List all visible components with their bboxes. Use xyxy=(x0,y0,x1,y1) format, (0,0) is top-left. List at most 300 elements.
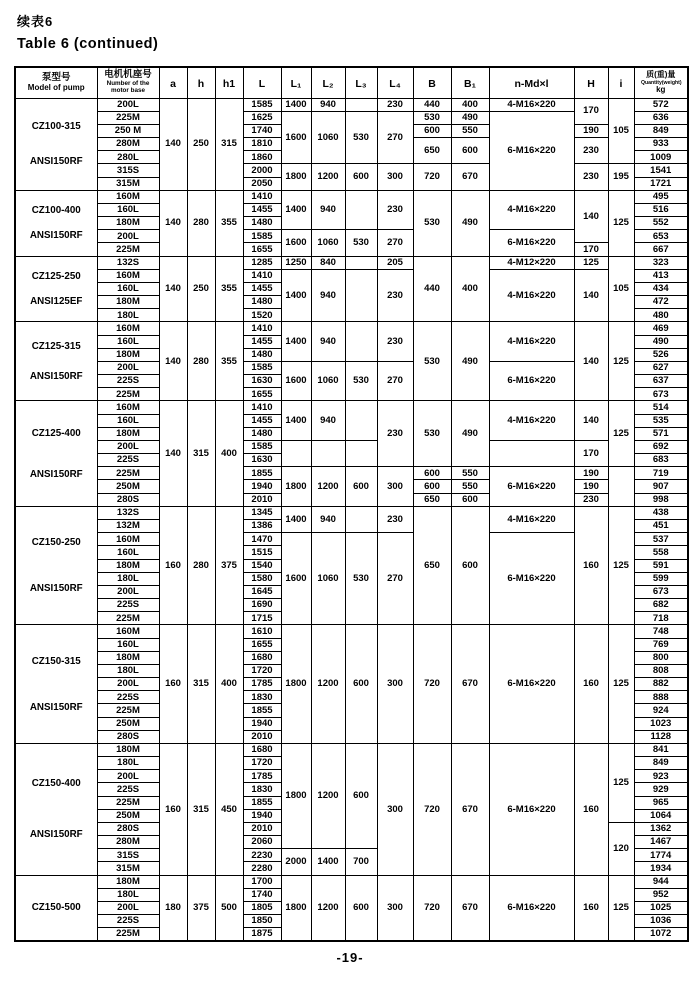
flange-standard-label: ANSI150RF xyxy=(29,230,83,242)
motor-base: 180M xyxy=(97,427,159,440)
dim-L: 1855 xyxy=(243,467,281,480)
motor-base: 160M xyxy=(97,190,159,203)
motor-base: 200L xyxy=(97,901,159,914)
weight-kg: 800 xyxy=(634,651,688,664)
dim-L3: 530 xyxy=(345,111,377,164)
weight-kg: 924 xyxy=(634,704,688,717)
weight-kg: 888 xyxy=(634,691,688,704)
dim-L3 xyxy=(345,98,377,111)
table-body xyxy=(15,98,688,941)
header-bolt-spec: n-Md×l xyxy=(489,67,574,98)
dim-h: 280 xyxy=(187,506,215,625)
weight-kg: 808 xyxy=(634,664,688,677)
motor-base: 225M xyxy=(97,467,159,480)
weight-kg: 571 xyxy=(634,427,688,440)
dim-L: 1630 xyxy=(243,454,281,467)
dim-L3: 600 xyxy=(345,467,377,507)
dim-H: 190 xyxy=(574,124,608,137)
motor-base: 225M xyxy=(97,928,159,941)
weight-kg: 552 xyxy=(634,217,688,230)
dim-L1: 1800 xyxy=(281,625,311,744)
dim-L2: 1200 xyxy=(311,625,345,744)
dim-L1: 1600 xyxy=(281,361,311,401)
dim-B1: 670 xyxy=(451,875,489,941)
model-cell xyxy=(15,401,97,506)
dim-B1: 400 xyxy=(451,98,489,111)
dim-L1: 1800 xyxy=(281,467,311,507)
dim-B1: 490 xyxy=(451,401,489,467)
dim-H: 230 xyxy=(574,138,608,164)
motor-base: 225S xyxy=(97,454,159,467)
table-row xyxy=(15,269,688,282)
dim-L: 1655 xyxy=(243,388,281,401)
weight-kg: 591 xyxy=(634,559,688,572)
dim-L: 1410 xyxy=(243,269,281,282)
model-cell xyxy=(15,625,97,744)
weight-kg: 923 xyxy=(634,770,688,783)
header-dim-a: a xyxy=(159,67,187,98)
weight-kg: 667 xyxy=(634,243,688,256)
motor-base: 132M xyxy=(97,520,159,533)
table-row xyxy=(15,98,688,111)
dim-B: 600 xyxy=(413,124,451,137)
header-dim-i: i xyxy=(608,67,634,98)
table-row xyxy=(15,401,688,414)
dim-L2: 1200 xyxy=(311,467,345,507)
dim-L: 1520 xyxy=(243,309,281,322)
dim-L: 1285 xyxy=(243,256,281,269)
model-cell xyxy=(15,256,97,322)
dim-L: 2010 xyxy=(243,493,281,506)
weight-kg: 1025 xyxy=(634,901,688,914)
dim-i: 125 xyxy=(608,625,634,744)
model-cell xyxy=(15,98,97,190)
dim-L1: 1250 xyxy=(281,256,311,269)
motor-base: 132S xyxy=(97,506,159,519)
weight-kg: 1541 xyxy=(634,164,688,177)
dim-h1: 355 xyxy=(215,256,243,322)
bolt-spec: 6-M16×220 xyxy=(489,875,574,941)
dim-L: 1455 xyxy=(243,335,281,348)
flange-standard-label: ANSI150RF xyxy=(29,156,83,168)
title-block xyxy=(17,11,158,52)
table-row xyxy=(15,467,688,480)
motor-base: 280S xyxy=(97,730,159,743)
header-dim-H: H xyxy=(574,67,608,98)
dim-h1: 400 xyxy=(215,625,243,744)
dim-L3 xyxy=(345,269,377,322)
dim-L3: 600 xyxy=(345,743,377,848)
dim-L2: 1400 xyxy=(311,849,345,875)
motor-base: 160L xyxy=(97,414,159,427)
dim-L2: 1060 xyxy=(311,230,345,256)
table-title-en: Table 6 (continued) xyxy=(17,36,159,52)
dim-L: 1860 xyxy=(243,151,281,164)
dim-h: 375 xyxy=(187,875,215,941)
motor-base: 225M xyxy=(97,388,159,401)
dim-i: 195 xyxy=(608,164,634,190)
motor-base: 180M xyxy=(97,743,159,756)
dim-L: 1810 xyxy=(243,138,281,151)
weight-kg: 495 xyxy=(634,190,688,203)
dim-h: 315 xyxy=(187,401,215,506)
weight-kg: 933 xyxy=(634,138,688,151)
weight-kg: 537 xyxy=(634,533,688,546)
dim-H: 160 xyxy=(574,625,608,744)
flange-standard-label: ANSI150RF xyxy=(29,701,83,713)
motor-base: 225S xyxy=(97,375,159,388)
dim-L1: 1800 xyxy=(281,875,311,941)
dim-L3: 530 xyxy=(345,230,377,256)
dim-L2: 1200 xyxy=(311,875,345,941)
table-row xyxy=(15,506,688,519)
dim-i: 120 xyxy=(608,822,634,875)
dim-L: 2050 xyxy=(243,177,281,190)
bolt-spec: 4-M16×220 xyxy=(489,98,574,111)
dim-L: 2010 xyxy=(243,822,281,835)
weight-kg: 1467 xyxy=(634,836,688,849)
dim-B: 600 xyxy=(413,467,451,480)
weight-kg: 673 xyxy=(634,585,688,598)
weight-kg: 438 xyxy=(634,506,688,519)
dim-L1: 1600 xyxy=(281,111,311,164)
motor-base: 225M xyxy=(97,796,159,809)
dim-L4: 300 xyxy=(377,875,413,941)
motor-base: 225S xyxy=(97,915,159,928)
dim-L1: 2000 xyxy=(281,849,311,875)
bolt-spec: 6-M16×220 xyxy=(489,533,574,625)
motor-base: 160L xyxy=(97,282,159,295)
header-motor-en1: Number of the xyxy=(106,80,150,88)
dim-L: 1740 xyxy=(243,124,281,137)
weight-kg: 965 xyxy=(634,796,688,809)
model-of-pump-label: CZ100-315 xyxy=(31,120,81,132)
dim-B1: 600 xyxy=(451,138,489,164)
dim-i: 125 xyxy=(608,743,634,822)
dim-L4: 230 xyxy=(377,190,413,230)
dim-L: 1515 xyxy=(243,546,281,559)
dim-L: 1655 xyxy=(243,243,281,256)
dim-B1: 550 xyxy=(451,467,489,480)
dim-H: 190 xyxy=(574,467,608,480)
dim-h: 280 xyxy=(187,190,215,256)
dim-L3 xyxy=(345,256,377,269)
dim-L2: 840 xyxy=(311,256,345,269)
bolt-spec: 6-M16×220 xyxy=(489,743,574,875)
dim-L: 1410 xyxy=(243,401,281,414)
motor-base: 280M xyxy=(97,138,159,151)
dim-L4: 300 xyxy=(377,625,413,744)
dim-B: 440 xyxy=(413,98,451,111)
motor-base: 225M xyxy=(97,111,159,124)
motor-base: 180M xyxy=(97,651,159,664)
table-title-zh: 续表6 xyxy=(17,14,54,29)
dim-a: 160 xyxy=(159,625,187,744)
motor-base: 160M xyxy=(97,625,159,638)
motor-base: 160L xyxy=(97,203,159,216)
motor-base: 250 M xyxy=(97,124,159,137)
weight-kg: 944 xyxy=(634,875,688,888)
bolt-spec xyxy=(489,440,574,466)
header-dim-L4: L₄ xyxy=(377,67,413,98)
dim-L: 1740 xyxy=(243,888,281,901)
model-of-pump-label: CZ150-400 xyxy=(31,778,81,790)
weight-kg: 558 xyxy=(634,546,688,559)
dim-L1: 1400 xyxy=(281,506,311,532)
header-row xyxy=(15,67,688,98)
dim-L1 xyxy=(281,440,311,466)
pump-spec-table xyxy=(14,66,689,942)
dim-L1: 1400 xyxy=(281,98,311,111)
header-model-zh: 泵型号 xyxy=(41,71,71,83)
dim-L: 1680 xyxy=(243,651,281,664)
dim-H: 140 xyxy=(574,269,608,322)
dim-H: 160 xyxy=(574,506,608,625)
dim-h: 250 xyxy=(187,256,215,322)
dim-a: 140 xyxy=(159,256,187,322)
bolt-spec: 4-M12×220 xyxy=(489,256,574,269)
dim-i: 105 xyxy=(608,98,634,164)
flange-standard-label: ANSI150RF xyxy=(29,371,83,383)
motor-base: 280L xyxy=(97,151,159,164)
dim-L: 1585 xyxy=(243,440,281,453)
weight-kg: 718 xyxy=(634,612,688,625)
weight-kg: 673 xyxy=(634,388,688,401)
weight-kg: 1064 xyxy=(634,809,688,822)
weight-kg: 627 xyxy=(634,361,688,374)
model-of-pump-label: CZ125-400 xyxy=(31,427,81,439)
dim-h1: 450 xyxy=(215,743,243,875)
weight-kg: 1721 xyxy=(634,177,688,190)
dim-B: 530 xyxy=(413,322,451,401)
header-model xyxy=(15,67,97,98)
table-row xyxy=(15,875,688,888)
bolt-spec: 6-M16×220 xyxy=(489,625,574,744)
dim-h1: 355 xyxy=(215,322,243,401)
header-weight-zh: 质(重)量 xyxy=(646,69,676,79)
dim-L3 xyxy=(345,401,377,441)
model-cell xyxy=(15,875,97,941)
dim-H: 230 xyxy=(574,164,608,190)
weight-kg: 952 xyxy=(634,888,688,901)
dim-H: 230 xyxy=(574,493,608,506)
motor-base: 315M xyxy=(97,862,159,875)
dim-L4: 205 xyxy=(377,256,413,269)
dim-L4: 230 xyxy=(377,322,413,362)
dim-L: 1645 xyxy=(243,585,281,598)
dim-L: 1455 xyxy=(243,203,281,216)
dim-h: 280 xyxy=(187,322,215,401)
motor-base: 250M xyxy=(97,480,159,493)
dim-L3 xyxy=(345,190,377,230)
dim-L4: 230 xyxy=(377,401,413,467)
motor-base: 315S xyxy=(97,849,159,862)
dim-B1: 400 xyxy=(451,256,489,322)
weight-kg: 490 xyxy=(634,335,688,348)
header-dim-L3: L₃ xyxy=(345,67,377,98)
dim-L4: 300 xyxy=(377,164,413,190)
dim-B: 530 xyxy=(413,401,451,467)
dim-h: 315 xyxy=(187,625,215,744)
dim-L: 1470 xyxy=(243,533,281,546)
weight-kg: 1128 xyxy=(634,730,688,743)
dim-L: 1410 xyxy=(243,190,281,203)
dim-H: 160 xyxy=(574,743,608,875)
motor-base: 200L xyxy=(97,770,159,783)
motor-base: 160M xyxy=(97,533,159,546)
dim-i: 125 xyxy=(608,401,634,467)
table-row xyxy=(15,743,688,756)
motor-base: 225S xyxy=(97,599,159,612)
model-of-pump-label: CZ125-250 xyxy=(31,270,81,282)
dim-H: 170 xyxy=(574,243,608,256)
model-of-pump-label: CZ150-315 xyxy=(31,655,81,667)
motor-base: 180M xyxy=(97,875,159,888)
table-row xyxy=(15,625,688,638)
weight-kg: 692 xyxy=(634,440,688,453)
weight-kg: 682 xyxy=(634,599,688,612)
motor-base: 180L xyxy=(97,664,159,677)
dim-B1: 490 xyxy=(451,322,489,401)
dim-L2: 940 xyxy=(311,322,345,362)
dim-B1: 550 xyxy=(451,480,489,493)
dim-L2: 1200 xyxy=(311,164,345,190)
weight-kg: 1072 xyxy=(634,928,688,941)
motor-base: 250M xyxy=(97,717,159,730)
dim-L: 1410 xyxy=(243,322,281,335)
dim-L: 2010 xyxy=(243,730,281,743)
dim-L2: 1060 xyxy=(311,111,345,164)
dim-L: 1625 xyxy=(243,111,281,124)
table-header xyxy=(15,67,688,98)
dim-L: 2280 xyxy=(243,862,281,875)
dim-L: 1850 xyxy=(243,915,281,928)
dim-L: 1680 xyxy=(243,743,281,756)
header-motor-en2: motor base xyxy=(111,87,145,95)
weight-kg: 469 xyxy=(634,322,688,335)
dim-h1: 500 xyxy=(215,875,243,941)
dim-L: 2060 xyxy=(243,836,281,849)
table-row xyxy=(15,440,688,453)
dim-a: 140 xyxy=(159,98,187,190)
header-weight-en: Quantity(weight) xyxy=(640,79,682,86)
dim-a: 140 xyxy=(159,322,187,401)
dim-L2: 940 xyxy=(311,401,345,441)
dim-L: 1720 xyxy=(243,757,281,770)
motor-base: 160L xyxy=(97,335,159,348)
weight-kg: 1362 xyxy=(634,822,688,835)
weight-kg: 929 xyxy=(634,783,688,796)
dim-L4: 230 xyxy=(377,269,413,322)
motor-base: 225S xyxy=(97,783,159,796)
dim-L: 1480 xyxy=(243,217,281,230)
dim-B: 530 xyxy=(413,190,451,256)
table-row xyxy=(15,256,688,269)
dim-L3 xyxy=(345,322,377,362)
header-weight-unit: kg xyxy=(656,84,666,94)
dim-L3: 530 xyxy=(345,533,377,625)
bolt-spec: 6-M16×220 xyxy=(489,361,574,401)
dim-L: 1830 xyxy=(243,783,281,796)
dim-L: 1610 xyxy=(243,625,281,638)
motor-base: 180M xyxy=(97,296,159,309)
weight-kg: 769 xyxy=(634,638,688,651)
dim-L: 1855 xyxy=(243,796,281,809)
dim-L3 xyxy=(345,506,377,532)
motor-base: 200L xyxy=(97,678,159,691)
motor-base: 180M xyxy=(97,217,159,230)
dim-B1: 490 xyxy=(451,190,489,256)
dim-L4: 270 xyxy=(377,111,413,164)
dim-h1: 315 xyxy=(215,98,243,190)
dim-a: 160 xyxy=(159,743,187,875)
motor-base: 225M xyxy=(97,704,159,717)
dim-B1: 670 xyxy=(451,164,489,190)
weight-kg: 514 xyxy=(634,401,688,414)
dim-i: 125 xyxy=(608,506,634,625)
dim-i xyxy=(608,467,634,507)
motor-base: 280S xyxy=(97,822,159,835)
weight-kg: 998 xyxy=(634,493,688,506)
dim-h1: 355 xyxy=(215,190,243,256)
dim-L3: 700 xyxy=(345,849,377,875)
weight-kg: 636 xyxy=(634,111,688,124)
page-number: -19- xyxy=(336,950,364,965)
header-weight xyxy=(634,67,688,98)
motor-base: 160L xyxy=(97,546,159,559)
dim-L: 1785 xyxy=(243,770,281,783)
weight-kg: 323 xyxy=(634,256,688,269)
model-of-pump-label: CZ150-250 xyxy=(31,537,81,549)
motor-base: 315M xyxy=(97,177,159,190)
motor-base: 315S xyxy=(97,164,159,177)
motor-base: 160M xyxy=(97,322,159,335)
dim-L: 1720 xyxy=(243,664,281,677)
dim-L2: 1060 xyxy=(311,361,345,401)
dim-B1: 670 xyxy=(451,743,489,875)
weight-kg: 480 xyxy=(634,309,688,322)
dim-L4: 270 xyxy=(377,230,413,256)
dim-L: 1345 xyxy=(243,506,281,519)
dim-L1: 1800 xyxy=(281,743,311,848)
dim-L1: 1800 xyxy=(281,164,311,190)
model-cell xyxy=(15,322,97,401)
header-motor-zh: 电机机座号 xyxy=(104,69,152,81)
motor-base: 180L xyxy=(97,572,159,585)
motor-base: 280M xyxy=(97,836,159,849)
header-motor-base xyxy=(97,67,159,98)
motor-base: 225S xyxy=(97,691,159,704)
dim-B: 650 xyxy=(413,506,451,625)
motor-base: 160M xyxy=(97,401,159,414)
dim-L: 1585 xyxy=(243,361,281,374)
dim-i: 125 xyxy=(608,322,634,401)
dim-L: 2230 xyxy=(243,849,281,862)
weight-kg: 1934 xyxy=(634,862,688,875)
motor-base: 180M xyxy=(97,348,159,361)
motor-base: 180L xyxy=(97,888,159,901)
table-row xyxy=(15,190,688,203)
motor-base: 160M xyxy=(97,269,159,282)
dim-L: 1585 xyxy=(243,98,281,111)
weight-kg: 434 xyxy=(634,282,688,295)
dim-a: 180 xyxy=(159,875,187,941)
weight-kg: 849 xyxy=(634,757,688,770)
motor-base: 225M xyxy=(97,243,159,256)
motor-base: 200L xyxy=(97,361,159,374)
bolt-spec: 6-M16×220 xyxy=(489,467,574,507)
dim-L: 1630 xyxy=(243,375,281,388)
